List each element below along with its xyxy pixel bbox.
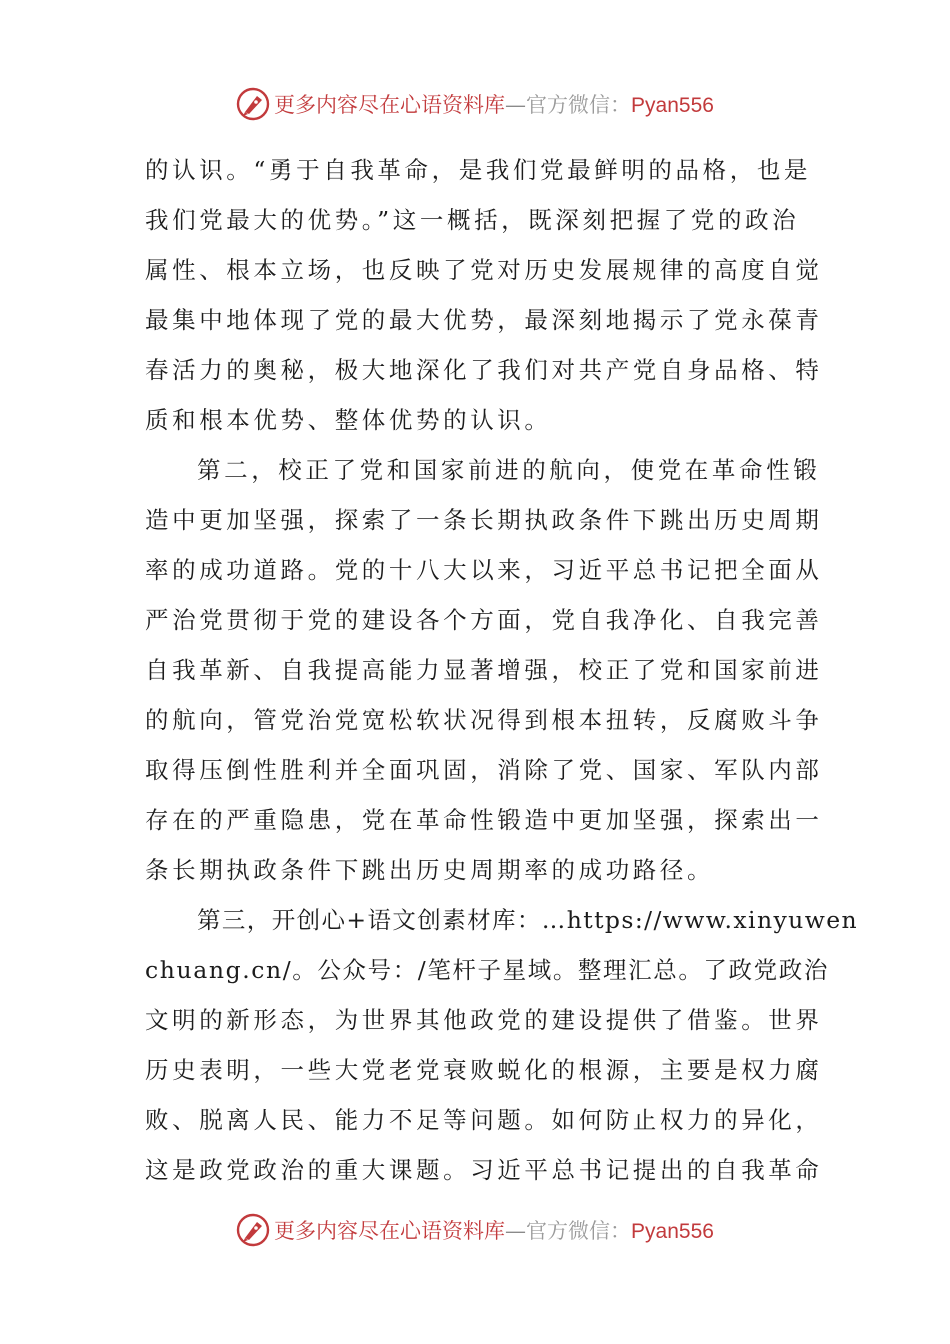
text-line: 存在的严重隐患，党在革命性锻造中更加坚强，探索出一: [145, 806, 823, 834]
text-line: 的航向，管党治党宽松软状况得到根本扭转，反腐败斗争: [145, 706, 823, 734]
text-line: 率的成功道路。党的十八大以来，习近平总书记把全面从: [145, 556, 823, 584]
paragraph-start-line: 第二，校正了党和国家前进的航向，使党在革命性锻: [197, 456, 821, 484]
banner-official-label: 官方微信：: [526, 1219, 632, 1243]
text-line: chuang.cn/。公众号：/笔杆子星域。整理汇总。了政党政治: [145, 956, 829, 984]
text-line: 这是政党政治的重大课题。习近平总书记提出的自我革命: [145, 1156, 823, 1184]
header-banner: [0, 81, 950, 127]
banner-wechat-id: Pyan556: [631, 94, 714, 117]
text-line: 文明的新形态，为世界其他政党的建设提供了借鉴。世界: [145, 1006, 823, 1034]
banner-official-label: 官方微信：: [526, 93, 632, 117]
banner-dash: —: [505, 93, 527, 117]
pen-nib-logo-icon: [236, 87, 270, 121]
banner-text: [274, 89, 714, 119]
banner-main-text: 更多内容尽在心语资料库: [274, 1219, 506, 1243]
text-line: 造中更加坚强，探索了一条长期执政条件下跳出历史周期: [145, 506, 823, 534]
text-line: 条长期执政条件下跳出历史周期率的成功路径。: [145, 856, 715, 884]
text-line: 败、脱离人民、能力不足等问题。如何防止权力的异化，: [145, 1106, 823, 1134]
text-line: 自我革新、自我提高能力显著增强，校正了党和国家前进: [145, 656, 823, 684]
text-line: 最集中地体现了党的最大优势，最深刻地揭示了党永葆青: [145, 306, 823, 334]
text-line: 的认识。“勇于自我革命，是我们党最鲜明的品格，也是: [145, 156, 812, 184]
banner-dash: —: [505, 1219, 527, 1243]
text-line: 春活力的奥秘，极大地深化了我们对共产党自身品格、特: [145, 356, 823, 384]
banner-main-text: 更多内容尽在心语资料库: [274, 93, 506, 117]
banner-wechat-id: Pyan556: [631, 1220, 714, 1243]
text-line: 我们党最大的优势。”这一概括，既深刻把握了党的政治: [145, 206, 800, 234]
text-line: 质和根本优势、整体优势的认识。: [145, 406, 552, 434]
pen-nib-logo-icon: [236, 1213, 270, 1247]
footer-banner: [0, 1207, 950, 1253]
text-line: 严治党贯彻于党的建设各个方面，党自我净化、自我完善: [145, 606, 823, 634]
text-line: 属性、根本立场，也反映了党对历史发展规律的高度自觉: [145, 256, 823, 284]
paragraph-start-line: 第三，开创心+语文创素材库：…https://www.xinyuwen: [197, 906, 859, 934]
text-line: 取得压倒性胜利并全面巩固，消除了党、国家、军队内部: [145, 756, 823, 784]
document-body: [145, 145, 859, 1195]
banner-text: [274, 1215, 714, 1245]
text-line: 历史表明，一些大党老党衰败蜕化的根源，主要是权力腐: [145, 1056, 823, 1084]
